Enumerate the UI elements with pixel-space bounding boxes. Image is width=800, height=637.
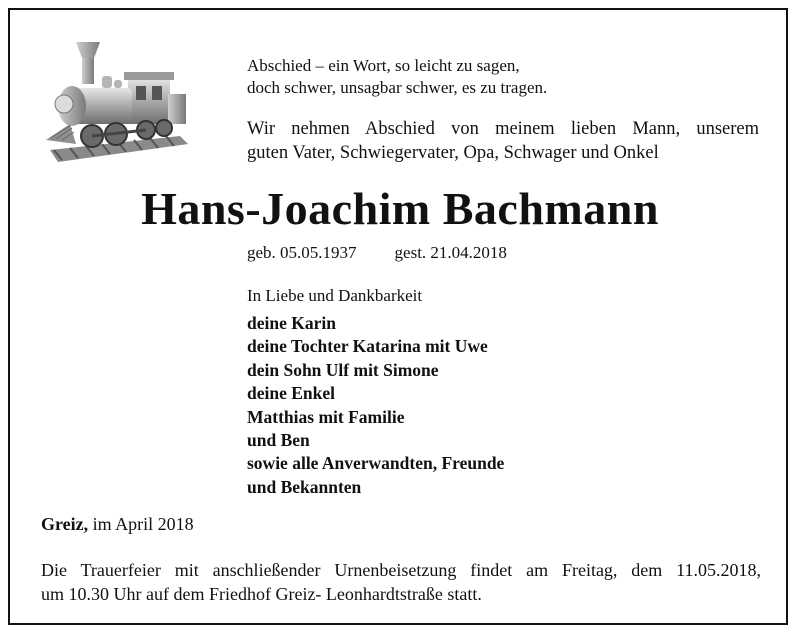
place-date: im April 2018 [92, 514, 194, 534]
poem-line: doch schwer, unsagbar schwer, es zu tragen. [247, 78, 548, 97]
mourner-line: und Bekannten [247, 476, 362, 497]
poem-line: Abschied – ein Wort, so leicht zu sagen, [247, 56, 520, 75]
farewell-intro [247, 117, 759, 165]
mourner-line: deine Enkel [247, 383, 336, 404]
mourner-line: Matthias mit Familie [247, 406, 405, 427]
place-city: Greiz, [41, 514, 89, 534]
deceased-name: Hans-Joachim Bachmann [141, 183, 659, 234]
intro-line: Wir nehmen Abschied von meinem lieben Mann, unserem [247, 119, 759, 139]
farewell-poem [247, 55, 767, 99]
mourner-line: dein Sohn Ulf mit Simone [247, 359, 439, 380]
funeral-line: um 10.30 Uhr auf dem Friedhof Greiz- Leonhardtstraße statt. [41, 584, 482, 604]
place-and-date [41, 512, 194, 536]
mourners-heading: In Liebe und Dankbarkeit [247, 286, 423, 305]
mourner-line: deine Tochter Katarina mit Uwe [247, 336, 488, 357]
death-date: gest. 21.04.2018 [394, 243, 507, 262]
funeral-notice [41, 558, 761, 606]
steam-locomotive-icon [40, 40, 190, 170]
intro-line: guten Vater, Schwiegervater, Opa, Schwager und Onkel [247, 143, 659, 163]
funeral-line: Die Trauerfeier mit anschließender Urnenbeisetzung findet am Freitag, dem 11.05.2018, [41, 560, 761, 580]
mourner-line: und Ben [247, 430, 310, 451]
mourners-list [247, 312, 504, 499]
life-dates [247, 242, 507, 264]
mourner-line: deine Karin [247, 313, 336, 333]
mourner-line: sowie alle Anverwandten, Freunde [247, 453, 505, 474]
birth-date: geb. 05.05.1937 [247, 243, 357, 262]
